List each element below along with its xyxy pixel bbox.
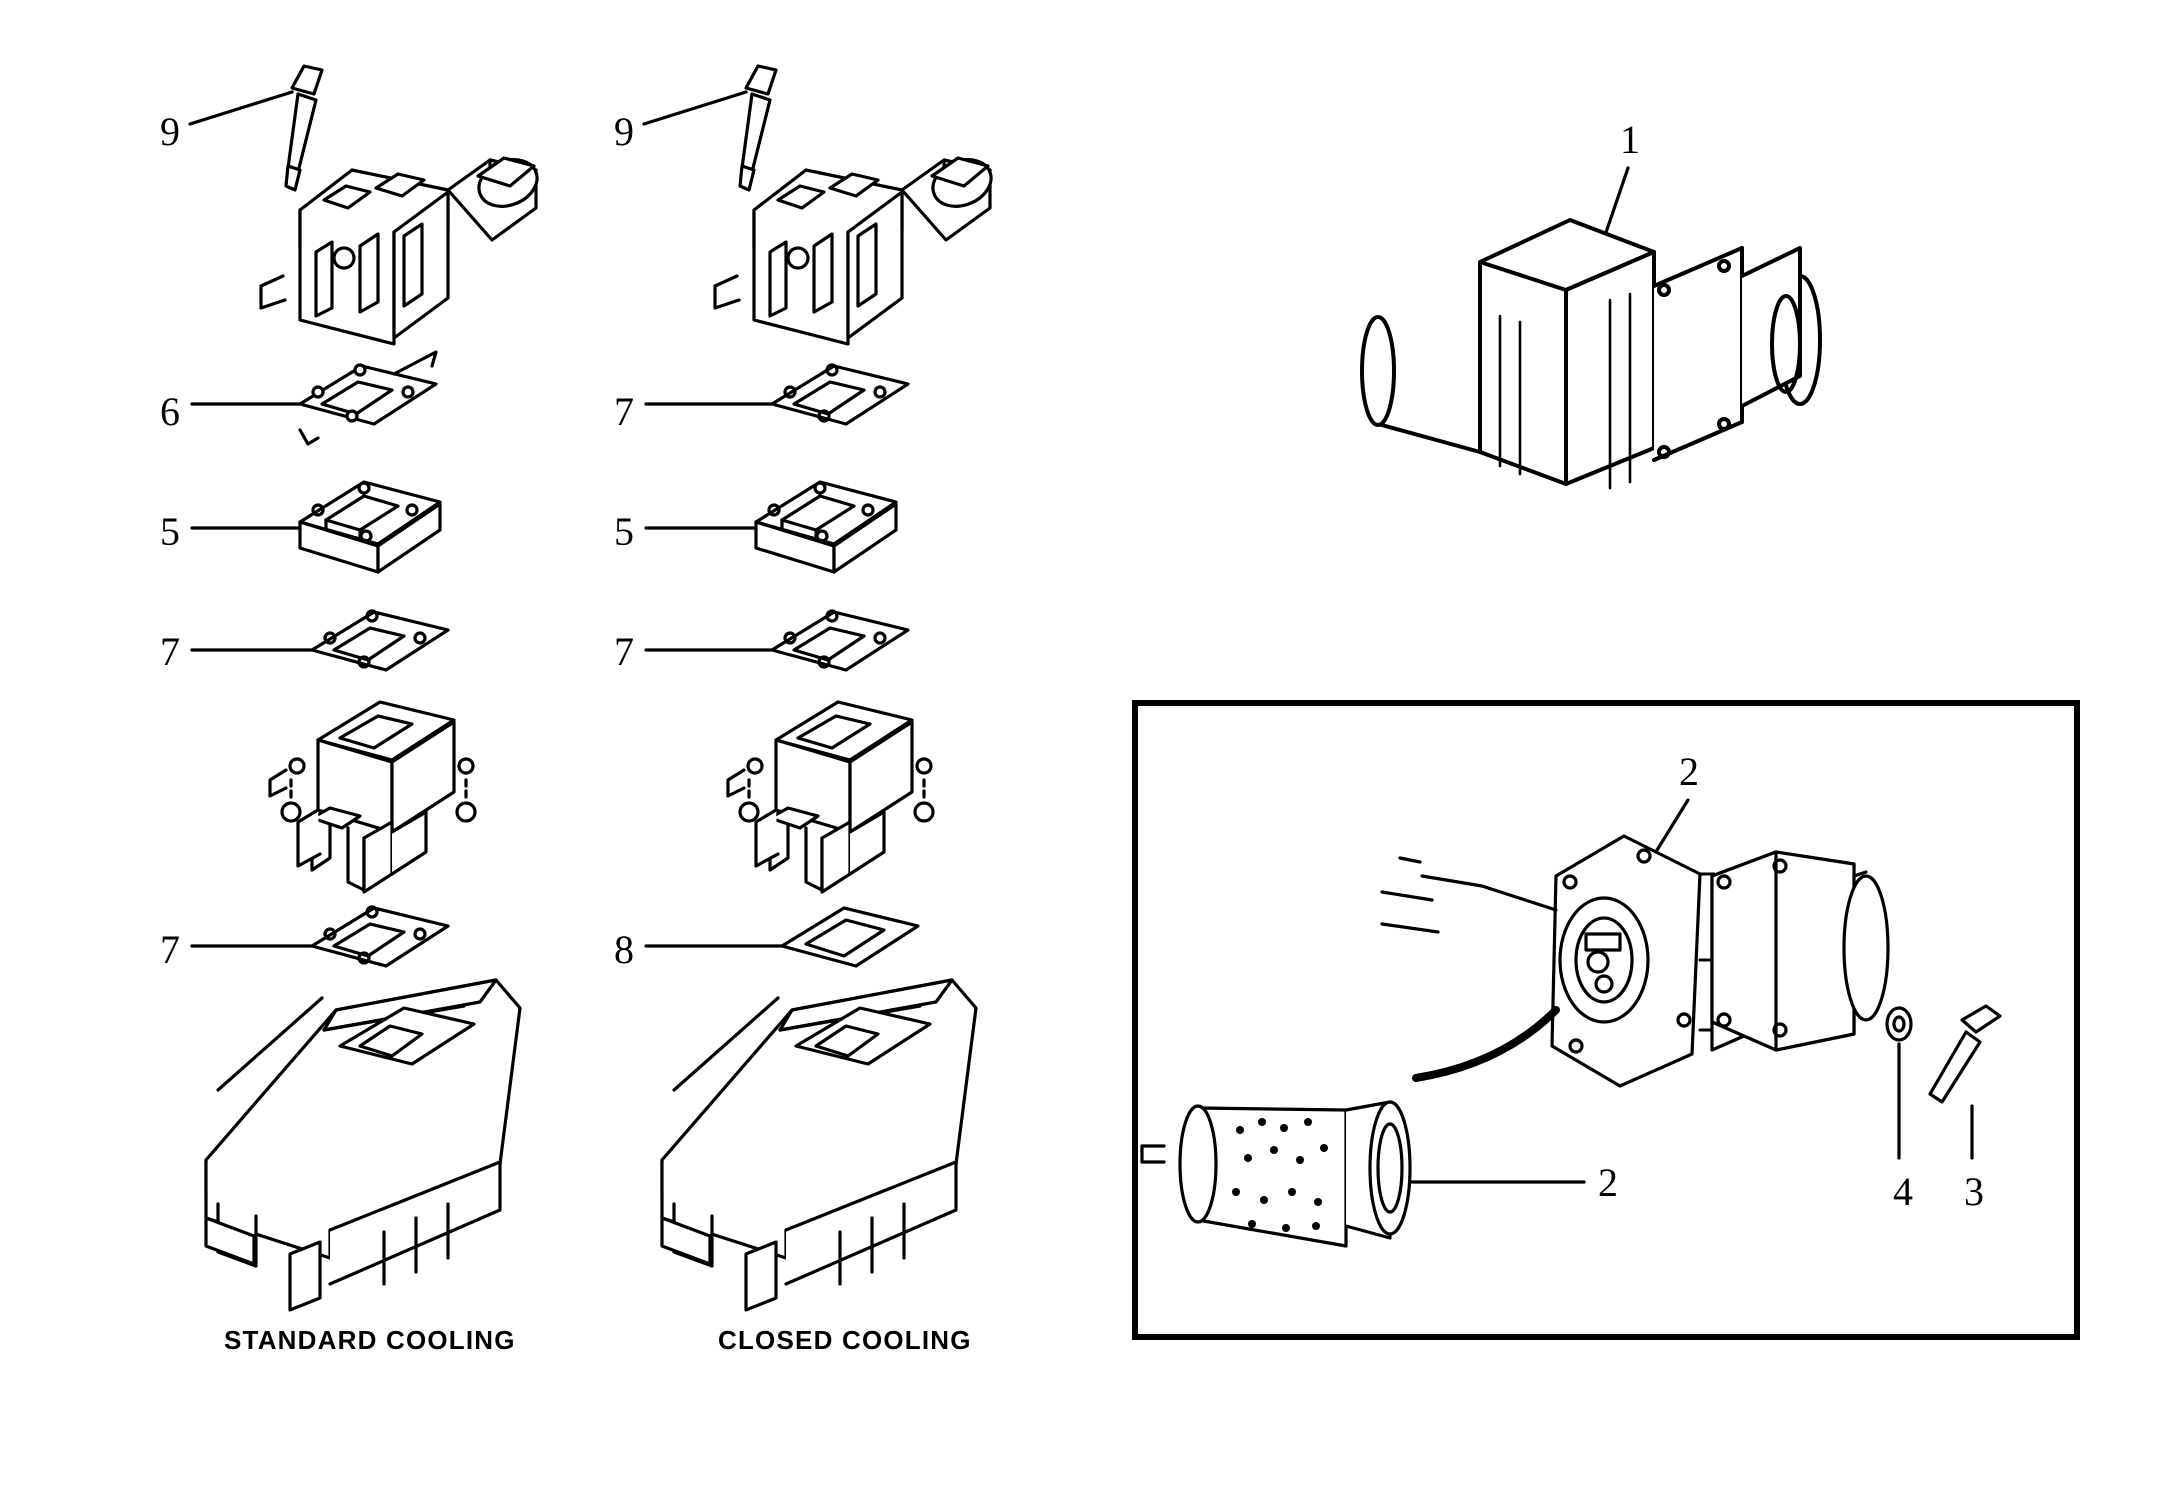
part-cc-riser-block — [728, 702, 933, 892]
part-std-spacer-block-5 — [300, 482, 440, 572]
callout-std-5: 5 — [160, 509, 180, 554]
callout-inset-3: 3 — [1964, 1169, 1984, 1214]
part-cc-blocking-gasket-8 — [782, 908, 918, 966]
part-cc-exhaust-elbow — [715, 151, 998, 344]
callout-muffler-1: 1 — [1620, 117, 1640, 162]
callout-cc-9: 9 — [614, 109, 634, 154]
part-std-exhaust-manifold — [206, 980, 520, 1310]
caption-standard-cooling: STANDARD COOLING — [224, 1325, 516, 1355]
part-cc-spacer-block-5 — [756, 482, 896, 572]
part-cc-gasket-7a — [772, 365, 908, 424]
caption-closed-cooling: CLOSED COOLING — [718, 1325, 972, 1355]
part-std-gasket-7b — [312, 907, 448, 966]
part-std-riser-block — [270, 702, 475, 892]
part-std-gasket-7a — [312, 611, 448, 670]
callout-inset-4: 4 — [1893, 1169, 1913, 1214]
part-cc-gasket-7b — [772, 611, 908, 670]
callout-inset-2-top: 2 — [1679, 749, 1699, 794]
leader-std-9 — [190, 92, 292, 124]
part-std-screw-9 — [286, 66, 322, 190]
part-cc-exhaust-manifold — [662, 980, 976, 1310]
muffler-detail-panel — [1132, 700, 2080, 1340]
callout-std-6: 6 — [160, 389, 180, 434]
part-std-gasket-plate-6 — [300, 352, 436, 444]
callout-cc-7-upper: 7 — [614, 389, 634, 434]
callout-cc-7-lower: 7 — [614, 629, 634, 674]
callout-std-9: 9 — [160, 109, 180, 154]
callout-std-7-upper: 7 — [160, 629, 180, 674]
part-cc-screw-9 — [740, 66, 776, 190]
leader-cc-9 — [644, 92, 746, 124]
callout-std-7-lower: 7 — [160, 927, 180, 972]
part-std-exhaust-elbow — [261, 151, 544, 344]
callout-inset-2-right: 2 — [1598, 1160, 1618, 1205]
part-muffler-assembly-1 — [1362, 220, 1820, 488]
callout-cc-5: 5 — [614, 509, 634, 554]
callout-cc-8: 8 — [614, 927, 634, 972]
